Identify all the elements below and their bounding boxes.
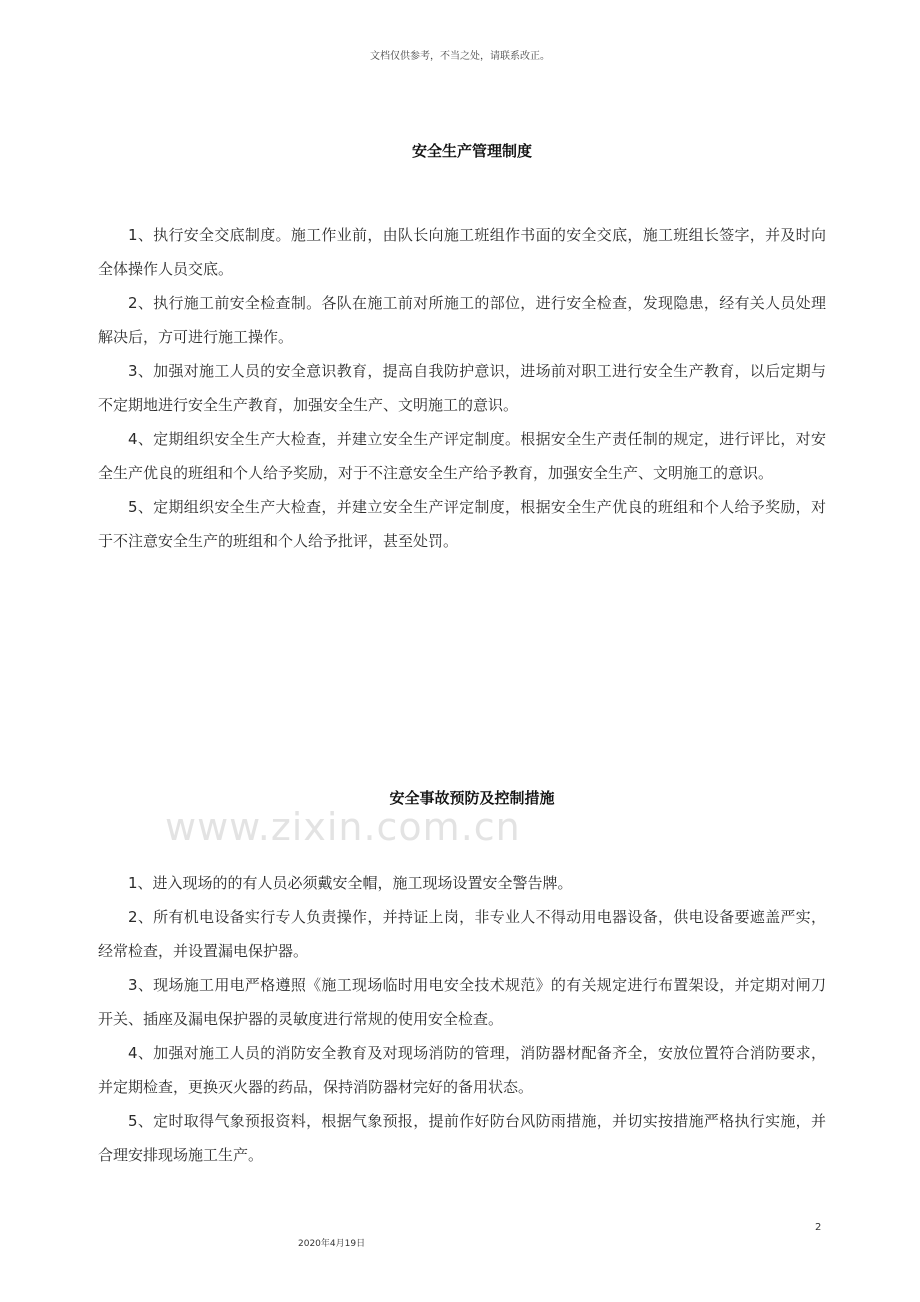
paragraph: 2、所有机电设备实行专人负责操作，并持证上岗，非专业人不得动用电器设备，供电设备要遮盖严实，经常检查，并设置漏电保护器。 [98, 908, 826, 960]
paragraph: 1、进入现场的的有人员必须戴安全帽，施工现场设置安全警告牌。 [128, 874, 573, 892]
page-number: 2 [815, 1222, 822, 1233]
paragraph: 2、执行施工前安全检查制。各队在施工前对所施工的部位，进行安全检查，发现隐患，经有关人员处理解决后，方可进行施工操作。 [98, 294, 826, 346]
watermark: www.zixin.com.cn [165, 805, 521, 849]
footer-date: 2020年4月19日 [298, 1239, 366, 1249]
section-body-safety-management [98, 218, 826, 558]
paragraph: 3、现场施工用电严格遵照《施工现场临时用电安全技术规范》的有关规定进行布置架设，并定期对闸刀开关、插座及漏电保护器的灵敏度进行常规的使用安全检查。 [98, 976, 826, 1028]
paragraph: 4、加强对施工人员的消防安全教育及对现场消防的管理，消防器材配备齐全，安放位置符合消防要求，并定期检查，更换灭火器的药品，保持消防器材完好的备用状态。 [98, 1044, 826, 1096]
paragraph: 5、定期组织安全生产大检查，并建立安全生产评定制度，根据安全生产优良的班组和个人给予奖励，对于不注意安全生产的班组和个人给予批评，甚至处罚。 [98, 498, 826, 550]
header-note: 文档仅供参考，不当之处，请联系改正。 [370, 51, 550, 62]
paragraph: 4、定期组织安全生产大检查，并建立安全生产评定制度。根据安全生产责任制的规定，进行评比，对安全生产优良的班组和个人给予奖励，对于不注意安全生产给予教育，加强安全生产、文明施工的意识。 [98, 430, 826, 482]
paragraph: 1、执行安全交底制度。施工作业前，由队长向施工班组作书面的安全交底，施工班组长签字，并及时向全体操作人员交底。 [98, 226, 826, 278]
section-title-safety-management: 安全生产管理制度 [411, 142, 532, 160]
section-body-accident-prevention [98, 866, 826, 1172]
paragraph: 5、定时取得气象预报资料，根据气象预报，提前作好防台风防雨措施，并切实按措施严格执行实施，并合理安排现场施工生产。 [98, 1112, 826, 1164]
section-title-accident-prevention: 安全事故预防及控制措施 [389, 789, 555, 807]
paragraph: 3、加强对施工人员的安全意识教育，提高自我防护意识，进场前对职工进行安全生产教育，以后定期与不定期地进行安全生产教育，加强安全生产、文明施工的意识。 [98, 362, 826, 414]
